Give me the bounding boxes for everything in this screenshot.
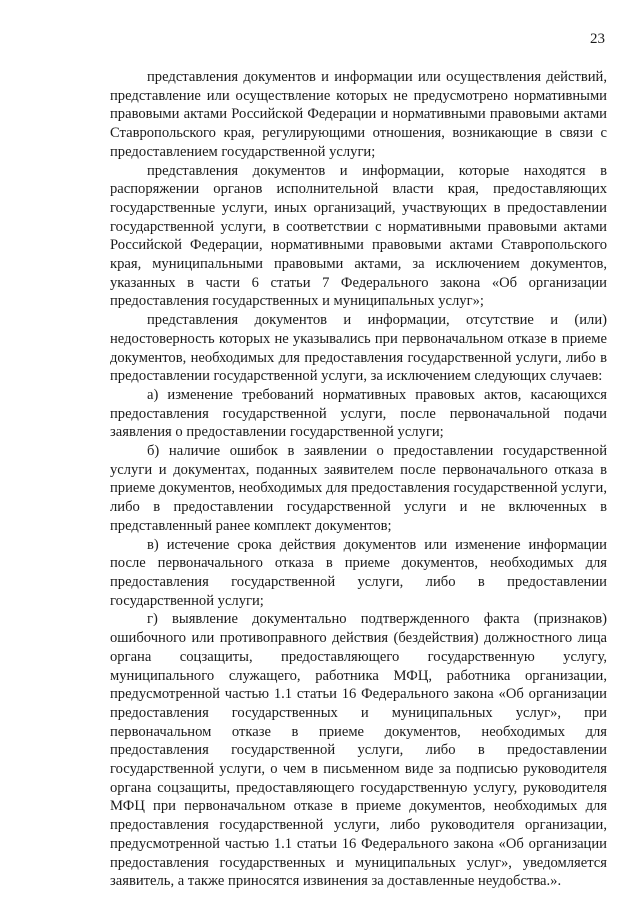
list-item-g: г) выявление документально подтвержденного факта (признаков) ошибочного или противоправного действия (бездействия) должностного лица органа соцзащиты, предоставляющего государственную услугу, муниципального служащего, работника МФЦ, работника организации, предусмотренной частью 1.1 статьи 16 Федерального закона «Об организации предоставления государственных и муниципальных услуг», при первоначальном отказе в приеме документов, необходимых для предоставления государственной услуги, либо в предоставлении государственной услуги, о чем в письменном виде за подписью руководителя органа соцзащиты, предоставляющего государственную услугу, руководителя МФЦ при первоначальном отказе в приеме документов, необходимых для предоставления государственной услуги, либо руководителя организации, предусмотренной частью 1.1 статьи 16 Федерального закона «Об организации предоставления государственных и муниципальных услуг», уведомляется заявитель, а также приносятся извинения за доставленные неудобства.». <box>110 611 607 890</box>
paragraph-documents-not-indicated: представления документов и информации, отсутствие и (или) недостоверность которых не указывались при первоначальном отказе в приеме документов, необходимых для предоставления государственной услуги, либо в предоставлении государственной услуги, за исключением следующих случаев: <box>110 312 607 385</box>
document-body <box>110 68 607 891</box>
list-item-v: в) истечение срока действия документов или изменение информации после первоначального отказа в приеме документов, необходимых для предоставления государственной услуги, либо в предоставлении государственной услуги; <box>110 536 607 609</box>
paragraph-documents-not-required: представления документов и информации или осуществления действий, представление или осуществление которых не предусмотрено нормативными правовыми актами Российской Федерации и нормативными правовыми актами Ставропольского края, регулирующими отношения, возникающие в связи с предоставлением государственной услуги; <box>110 69 607 160</box>
page-number: 23 <box>590 31 605 47</box>
list-item-a: а) изменение требований нормативных правовых актов, касающихся предоставления государственной услуги, после первоначальной подачи заявления о предоставлении государственной услуги; <box>110 386 607 441</box>
list-item-b: б) наличие ошибок в заявлении о предоставлении государственной услуги и документах, поданных заявителем после первоначального отказа в приеме документов, необходимых для предоставления государственной услуги, либо в предоставлении государственной услуги и не включенных в представленный ранее комплект документов; <box>110 443 607 534</box>
paragraph-documents-in-possession: представления документов и информации, которые находятся в распоряжении органов исполнительной власти края, предоставляющих государственные услуги, иных организаций, участвующих в предоставлении государственной услуги, в соответствии с нормативными правовыми актами Российской Федерации, нормативными правовыми актами Ставропольского края, муниципальными правовыми актами, за исключением документов, указанных в части 6 статьи 7 Федерального закона «Об организации предоставления государственных и муниципальных услуг»; <box>110 162 607 310</box>
